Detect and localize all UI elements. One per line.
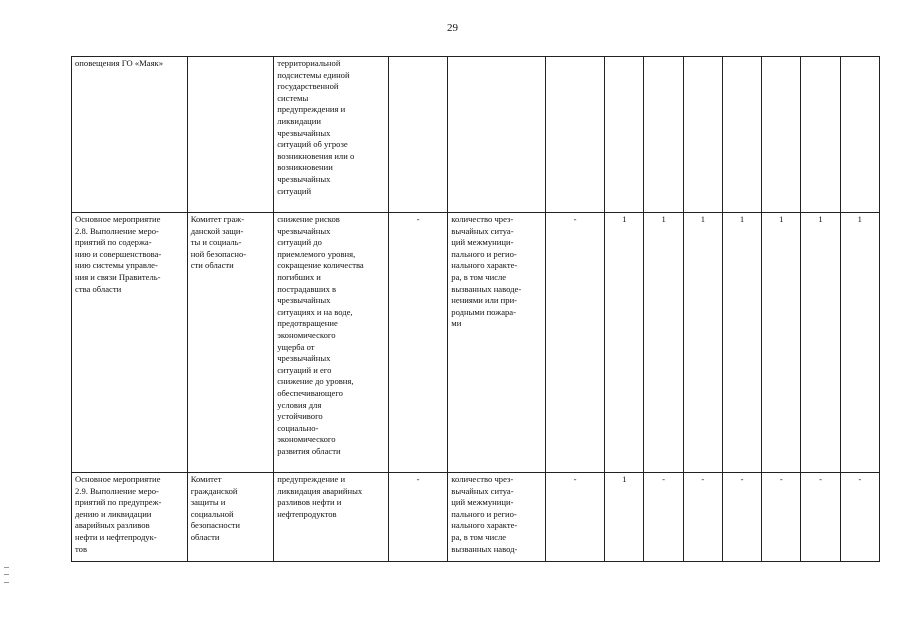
base-value-cell: - [545, 213, 604, 473]
event-name-cell: Основное мероприятие 2.9. Выполнение меро- приятий по предупреж- дению и ликвидации аварийных разливов нефти и нефтепродук- тов [72, 473, 188, 562]
executor-cell [187, 57, 274, 213]
page-number: 29 [447, 22, 458, 34]
year-value-cell: 1 [644, 213, 683, 473]
expected-result-cell: предупреждение и ликвидация аварийных разливов нефти и нефтепродуктов [274, 473, 389, 562]
table-row [72, 213, 880, 473]
year-value-cell: 1 [605, 473, 644, 562]
indicator-cell: количество чрез- вычайных ситуа- ций межмуници- пального и регио- нального характе- ра, в том числе вызванных наводе- нениями или при- родными пожара- ми [448, 213, 546, 473]
year-value-cell [722, 57, 761, 213]
event-name-cell: оповещения ГО «Маяк» [72, 57, 188, 213]
year-value-cell: 1 [762, 213, 801, 473]
table-row [72, 473, 880, 562]
year-value-cell: 1 [683, 213, 722, 473]
base-value-cell: - [545, 473, 604, 562]
year-value-cell: - [683, 473, 722, 562]
year-value-cell: - [644, 473, 683, 562]
year-value-cell: 1 [722, 213, 761, 473]
year-value-cell [801, 57, 840, 213]
year-value-cell: - [762, 473, 801, 562]
base-value-cell [545, 57, 604, 213]
executor-cell: Комитет гражданской защиты и социальной безопасности области [187, 473, 274, 562]
year-value-cell [605, 57, 644, 213]
expected-result-cell: снижение рисков чрезвычайных ситуаций до приемлемого уровня, сокращение количества погибших и пострадавших в чрезвычайных ситуациях и на воде, предотвращение экономического ущерба от чрезвычайных ситуаций и его снижение до уровня, обеспечивающего условия для устойчивого социально- экономического развития области [274, 213, 389, 473]
risk-cell: - [388, 473, 447, 562]
indicator-cell [448, 57, 546, 213]
year-value-cell: - [722, 473, 761, 562]
year-value-cell [840, 57, 879, 213]
program-table [71, 56, 880, 562]
executor-cell: Комитет граж- данской защи- ты и социаль- ной безопасно- сти области [187, 213, 274, 473]
margin-scan-mark [4, 567, 9, 583]
risk-cell: - [388, 213, 447, 473]
year-value-cell [762, 57, 801, 213]
indicator-cell: количество чрез- вычайных ситуа- ций межмуници- пального и регио- нального характе- ра, в том числе вызванных навод- [448, 473, 546, 562]
risk-cell [388, 57, 447, 213]
year-value-cell: - [801, 473, 840, 562]
year-value-cell [683, 57, 722, 213]
year-value-cell [644, 57, 683, 213]
year-value-cell: - [840, 473, 879, 562]
event-name-cell: Основное мероприятие 2.8. Выполнение меро- приятий по содержа- нию и совершенствова- нию системы управле- ния и связи Правитель- ства области [72, 213, 188, 473]
year-value-cell: 1 [605, 213, 644, 473]
table-row [72, 57, 880, 213]
year-value-cell: 1 [840, 213, 879, 473]
year-value-cell: 1 [801, 213, 840, 473]
expected-result-cell: территориальной подсистемы единой государственной системы предупреждения и ликвидации чрезвычайных ситуаций об угрозе возникновения или о возникновении чрезвычайных ситуаций [274, 57, 389, 213]
